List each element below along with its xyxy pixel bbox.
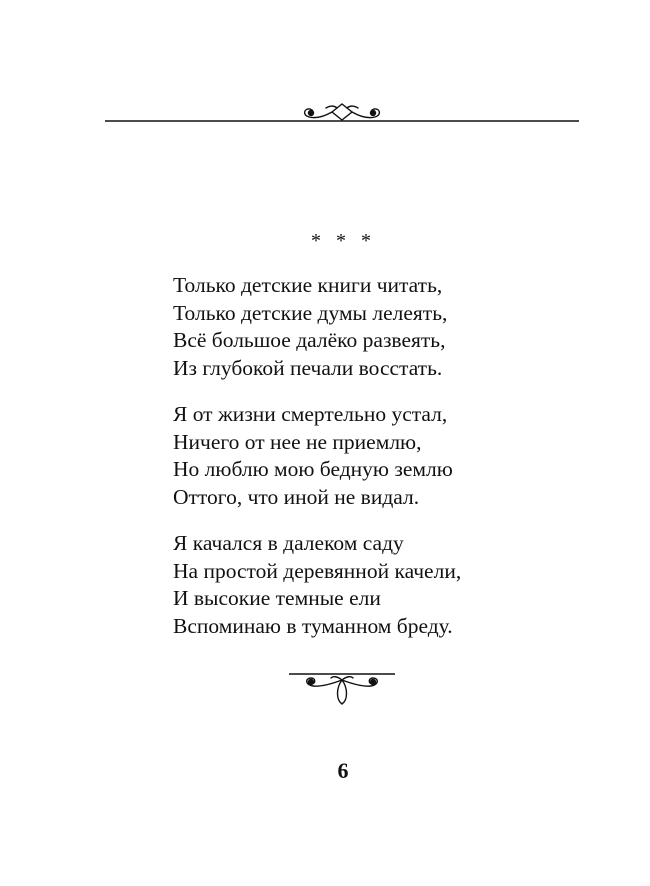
poem-line: Я от жизни смертельно устал, xyxy=(173,402,448,426)
poem-stanza xyxy=(173,272,573,382)
poem-line: Но люблю мою бедную землю xyxy=(173,457,453,481)
poem-line: Только детские книги читать, xyxy=(173,273,443,297)
poem-stanza xyxy=(173,530,573,640)
poem-line: Я качался в далеком саду xyxy=(173,531,404,555)
poem xyxy=(173,272,573,659)
poem-line: На простой деревянной качели, xyxy=(173,558,462,583)
poem-line: Оттого, что иной не видал. xyxy=(173,484,420,509)
poem-line: И высокие темные ели xyxy=(173,586,381,610)
page-number: 6 xyxy=(337,758,349,783)
poem-line: Из глубокой печали восстать. xyxy=(173,355,443,380)
section-asterism: * * * xyxy=(311,230,375,252)
header-ornament-divider-icon xyxy=(105,100,579,130)
footer-ornament-endpiece-icon xyxy=(289,662,395,712)
poem-line: Ничего от нее не приемлю, xyxy=(173,429,422,454)
poem-line: Вспоминаю в туманном бреду. xyxy=(173,613,453,638)
poem-stanza xyxy=(173,401,573,511)
poem-line: Всё большое далёко развеять, xyxy=(173,328,446,352)
poem-line: Только детские думы лелеять, xyxy=(173,300,448,325)
